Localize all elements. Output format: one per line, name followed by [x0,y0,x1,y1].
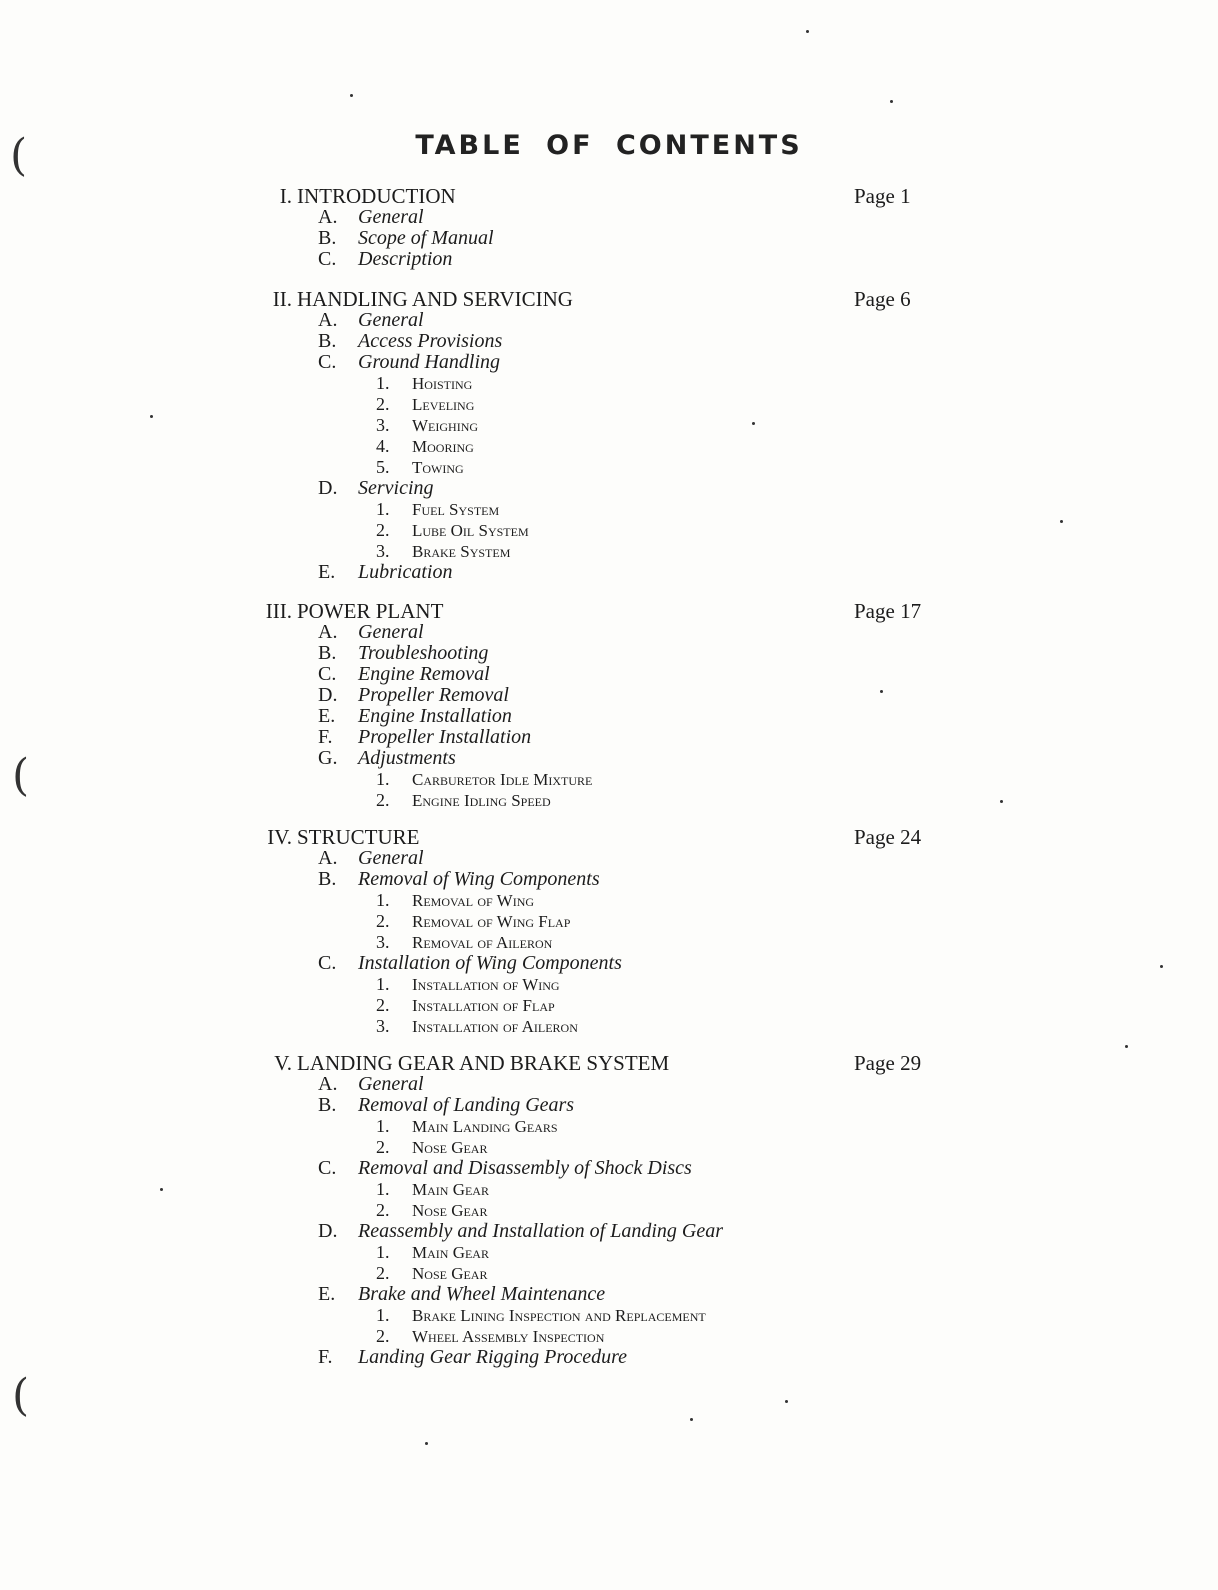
topic-number: 3. [376,541,390,561]
scan-speck [806,30,809,33]
section-number: III. [265,599,292,623]
topic-number: 2. [376,1137,390,1157]
toc-section [250,288,950,583]
topic-title: Installation of Flap [412,996,555,1015]
topic-number: 3. [376,415,390,435]
topic-row [250,790,950,811]
scan-mark-icon: ( [12,1370,30,1421]
topic-number: 2. [376,1200,390,1220]
subsection-title: General [358,206,424,228]
section-heading [250,288,950,310]
subsection-title: Brake and Wheel Maintenance [358,1283,606,1305]
topic-title: Carburetor Idle Mixture [412,770,593,789]
topic-title: Lube Oil System [412,521,529,540]
topic-row [250,911,950,932]
topic-title: Installation of Aileron [412,1017,578,1036]
scan-speck [752,422,755,425]
topic-number: 1. [376,499,390,519]
topic-title: Engine Idling Speed [412,791,551,810]
subsection-title: Scope of Manual [358,227,494,249]
subsection-letter: F. [318,1346,333,1368]
topic-number: 2. [376,394,390,414]
topic-row [250,1179,950,1200]
topic-row [250,415,950,436]
section-title: STRUCTURE [297,825,420,849]
subsection-letter: C. [318,1157,337,1179]
section-page-number: Page 1 [854,184,911,208]
topic-row [250,394,950,415]
topic-title: Main Landing Gears [412,1117,558,1136]
subsection-title: General [358,847,424,869]
subsection-title: Propeller Installation [358,726,532,748]
topic-title: Removal of Aileron [412,933,553,952]
subsection-letter: D. [318,684,338,706]
subsection-title: Description [358,248,453,270]
subsection-row [250,748,950,769]
subsection-title: Adjustments [358,747,456,769]
topic-row [250,1242,950,1263]
subsection-letter: C. [318,663,337,685]
section-title: LANDING GEAR AND BRAKE SYSTEM [297,1051,670,1075]
subsection-title: Reassembly and Installation of Landing Gear [358,1220,723,1242]
subsection-letter: A. [318,847,338,869]
subsection-title: Engine Removal [358,663,490,685]
section-number: I. [279,184,292,208]
subsection-letter: C. [318,351,337,373]
topic-row [250,995,950,1016]
scan-speck [785,1400,788,1403]
toc-section [250,185,950,270]
subsection-row [250,562,950,583]
scan-mark-icon: ( [10,130,28,181]
topic-row [250,1305,950,1326]
subsection-row [250,310,950,331]
scan-speck [880,690,883,693]
topic-title: Leveling [412,395,475,414]
topic-row [250,457,950,478]
subsection-letter: B. [318,642,337,664]
topic-number: 3. [376,932,390,952]
topic-title: Hoisting [412,374,473,393]
subsection-letter: A. [318,621,338,643]
topic-title: Towing [412,458,464,477]
subsection-letter: B. [318,868,337,890]
topic-title: Mooring [412,437,474,456]
section-page-number: Page 29 [854,1051,922,1075]
subsection-row [250,331,950,352]
subsection-row [250,848,950,869]
subsection-letter: B. [318,227,337,249]
topic-row [250,1200,950,1221]
scan-speck [350,94,353,97]
subsection-letter: A. [318,206,338,228]
subsection-title: Removal and Disassembly of Shock Discs [358,1157,692,1179]
scan-speck [1125,1045,1128,1048]
subsection-row [250,1095,950,1116]
scan-speck [425,1442,428,1445]
subsection-letter: A. [318,309,338,331]
topic-title: Brake Lining Inspection and Replacement [412,1306,706,1325]
topic-number: 1. [376,974,390,994]
subsection-letter: G. [318,747,338,769]
subsection-letter: B. [318,1094,337,1116]
topic-number: 1. [376,1179,390,1199]
topic-title: Weighing [412,416,479,435]
subsection-letter: C. [318,248,337,270]
section-title: HANDLING AND SERVICING [297,287,573,311]
topic-title: Removal of Wing [412,891,535,910]
topic-row [250,769,950,790]
subsection-letter: A. [318,1073,338,1095]
section-page-number: Page 6 [854,287,911,311]
topic-row [250,890,950,911]
scan-speck [1000,800,1003,803]
topic-title: Fuel System [412,500,500,519]
subsection-title: Troubleshooting [358,642,489,664]
topic-number: 5. [376,457,390,477]
section-number: II. [272,287,292,311]
subsection-title: Landing Gear Rigging Procedure [358,1346,628,1368]
topic-row [250,1016,950,1037]
topic-number: 2. [376,995,390,1015]
subsection-title: Engine Installation [358,705,512,727]
topic-row [250,932,950,953]
subsection-title: Removal of Landing Gears [358,1094,575,1116]
topic-number: 1. [376,373,390,393]
subsection-letter: D. [318,477,338,499]
topic-row [250,541,950,562]
subsection-title: Propeller Removal [358,684,509,706]
topic-row [250,1137,950,1158]
subsection-row [250,1221,950,1242]
subsection-title: Access Provisions [358,330,503,352]
subsection-row [250,1074,950,1095]
topic-number: 2. [376,1326,390,1346]
section-heading [250,1052,950,1074]
topic-row [250,974,950,995]
topic-row [250,520,950,541]
subsection-row [250,249,950,270]
topic-number: 1. [376,1242,390,1262]
topic-row [250,1116,950,1137]
topic-title: Nose Gear [412,1264,488,1283]
subsection-letter: C. [318,952,337,974]
subsection-letter: F. [318,726,333,748]
subsection-row [250,706,950,727]
scan-speck [150,415,153,418]
section-page-number: Page 24 [854,825,922,849]
topic-number: 3. [376,1016,390,1036]
subsection-letter: B. [318,330,337,352]
subsection-row [250,664,950,685]
toc-section [250,826,950,1037]
scan-speck [690,1418,693,1421]
subsection-row [250,1284,950,1305]
subsection-row [250,228,950,249]
subsection-title: General [358,309,424,331]
subsection-title: Lubrication [358,561,453,583]
subsection-row [250,207,950,228]
topic-title: Nose Gear [412,1201,488,1220]
subsection-title: General [358,621,424,643]
section-number: IV. [267,825,292,849]
subsection-row [250,1347,950,1368]
subsection-row [250,953,950,974]
subsection-letter: E. [318,1283,336,1305]
subsection-row [250,643,950,664]
scan-mark-icon: ( [12,750,30,801]
toc-section [250,600,950,811]
subsection-row [250,478,950,499]
topic-number: 1. [376,1305,390,1325]
subsection-letter: E. [318,705,336,727]
section-page-number: Page 17 [854,599,922,623]
topic-number: 4. [376,436,390,456]
subsection-letter: E. [318,561,336,583]
topic-number: 1. [376,769,390,789]
subsection-row [250,622,950,643]
topic-row [250,373,950,394]
section-heading [250,185,950,207]
topic-number: 1. [376,890,390,910]
section-heading [250,826,950,848]
topic-title: Installation of Wing [412,975,560,994]
topic-title: Wheel Assembly Inspection [412,1327,605,1346]
topic-row [250,436,950,457]
page-title: TABLE OF CONTENTS [415,130,803,161]
topic-title: Brake System [412,542,511,561]
toc-section [250,1052,950,1368]
section-heading [250,600,950,622]
topic-number: 2. [376,790,390,810]
subsection-row [250,352,950,373]
subsection-row [250,727,950,748]
scan-speck [890,100,893,103]
topic-row [250,1326,950,1347]
topic-row [250,1263,950,1284]
subsection-title: General [358,1073,424,1095]
scan-speck [160,1188,163,1191]
subsection-letter: D. [318,1220,338,1242]
scan-speck [1060,520,1063,523]
topic-number: 2. [376,520,390,540]
section-title: INTRODUCTION [297,184,456,208]
scan-speck [1160,965,1163,968]
subsection-row [250,869,950,890]
section-title: POWER PLANT [297,599,444,623]
subsection-row [250,1158,950,1179]
topic-number: 2. [376,1263,390,1283]
topic-title: Removal of Wing Flap [412,912,571,931]
topic-number: 1. [376,1116,390,1136]
subsection-row [250,685,950,706]
topic-title: Nose Gear [412,1138,488,1157]
topic-title: Main Gear [412,1180,489,1199]
subsection-title: Servicing [358,477,434,499]
subsection-title: Ground Handling [358,351,501,373]
topic-title: Main Gear [412,1243,489,1262]
subsection-title: Installation of Wing Components [358,952,622,974]
section-number: V. [274,1051,292,1075]
topic-row [250,499,950,520]
topic-number: 2. [376,911,390,931]
subsection-title: Removal of Wing Components [358,868,600,890]
